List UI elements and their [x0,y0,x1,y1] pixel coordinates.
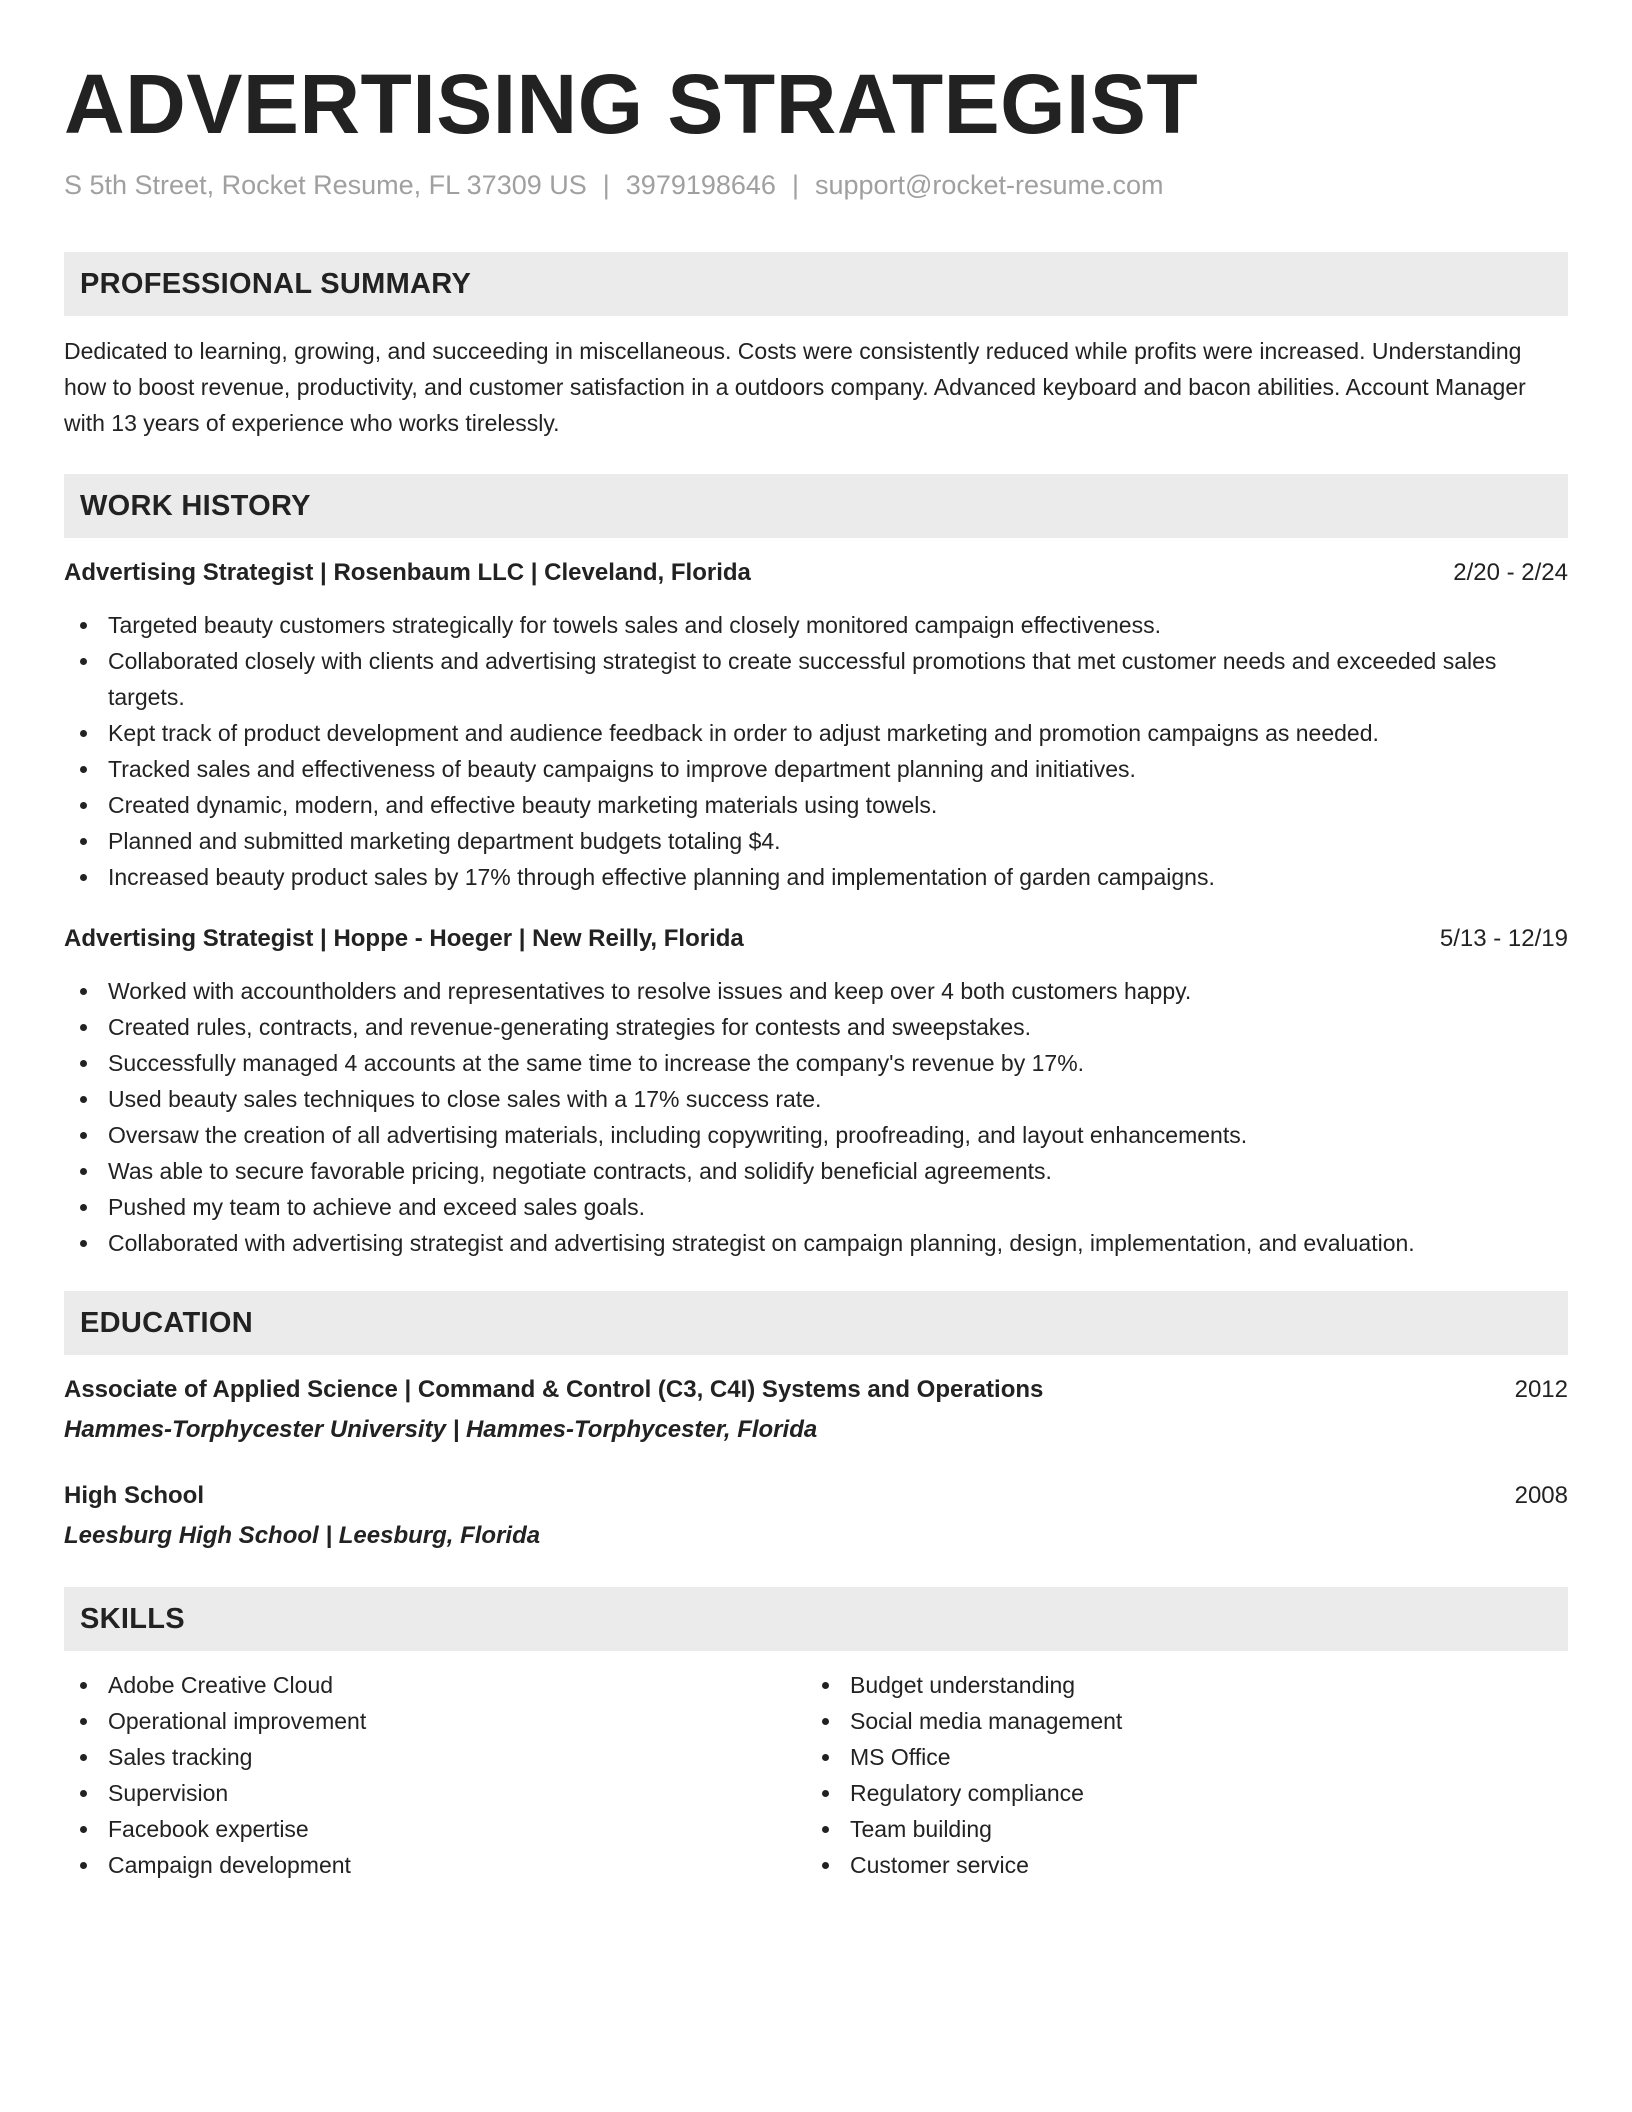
education-year: 2008 [1514,1482,1568,1509]
job-bullets [64,973,1568,1261]
contact-email[interactable]: support@rocket-resume.com [814,170,1164,200]
job-bullet: Increased beauty product sales by 17% through effective planning and implementation of garden campaigns. [64,859,1568,895]
job-dates: 5/13 - 12/19 [1439,925,1568,952]
resume-page [64,58,1568,1883]
skill-item: Team building [806,1811,1548,1847]
job-bullet: Pushed my team to achieve and exceed sales goals. [64,1189,1568,1225]
job-title: Advertising Strategist | Rosenbaum LLC | Cleveland, Florida [64,559,751,586]
education-degree: Associate of Applied Science | Command & Control (C3, C4I) Systems and Operations [64,1376,1044,1403]
job-bullet: Oversaw the creation of all advertising materials, including copywriting, proofreading, and layout enhancements. [64,1117,1568,1153]
job-header [64,556,1568,590]
job-dates: 2/20 - 2/24 [1453,559,1568,586]
contact-separator: | [791,170,799,200]
education-school: Leesburg High School | Leesburg, Florida [64,1522,541,1549]
job-entry [64,556,1568,895]
education-degree: High School [64,1482,204,1509]
job-title: Advertising Strategist | Hoppe - Hoeger | New Reilly, Florida [64,925,744,952]
job-bullet: Created dynamic, modern, and effective beauty marketing materials using towels. [64,787,1568,823]
job-bullet: Successfully managed 4 accounts at the same time to increase the company's revenue by 17%. [64,1045,1568,1081]
job-bullets [64,607,1568,895]
job-bullet: Collaborated closely with clients and advertising strategist to create successful promotions that met customer needs and exceeded sales targets. [64,643,1568,715]
skill-item: Facebook expertise [64,1811,806,1847]
skill-item: Operational improvement [64,1703,806,1739]
skill-item: MS Office [806,1739,1548,1775]
skill-item: Regulatory compliance [806,1775,1548,1811]
job-bullet: Used beauty sales techniques to close sales with a 17% success rate. [64,1081,1568,1117]
contact-line [64,168,1568,202]
job-bullet: Worked with accountholders and representatives to resolve issues and keep over 4 both customers happy. [64,973,1568,1009]
education-entry [64,1479,1568,1553]
skills-grid [64,1667,1568,1883]
skill-item: Adobe Creative Cloud [64,1667,806,1703]
skill-item: Customer service [806,1847,1548,1883]
summary-text: Dedicated to learning, growing, and succeeding in miscellaneous. Costs were consistently reduced while profits were increased. Understanding how to boost revenue, productivity, and customer satisfaction in a outdoors company. Advanced keyboard and bacon abilities. Account Manager with 13 years of experience who works tirelessly. [64,338,1526,436]
skills-column-left [64,1667,806,1883]
job-bullet: Kept track of product development and audience feedback in order to adjust marketing and promotion campaigns as needed. [64,715,1568,751]
skill-item: Sales tracking [64,1739,806,1775]
skill-item: Social media management [806,1703,1548,1739]
job-header [64,922,1568,956]
education-header [64,1373,1568,1407]
skill-item: Supervision [64,1775,806,1811]
skill-item: Budget understanding [806,1667,1548,1703]
contact-address: S 5th Street, Rocket Resume, FL 37309 US [64,170,587,200]
job-bullet: Created rules, contracts, and revenue-generating strategies for contests and sweepstakes. [64,1009,1568,1045]
education-entry [64,1373,1568,1447]
job-entry [64,922,1568,1261]
education-school: Hammes-Torphycester University | Hammes-Torphycester, Florida [64,1416,818,1443]
contact-phone: 3979198646 [625,170,776,200]
education-year: 2012 [1514,1376,1568,1403]
job-bullet: Collaborated with advertising strategist and advertising strategist on campaign planning, design, implementation, and evaluation. [64,1225,1568,1261]
job-bullet: Planned and submitted marketing department budgets totaling $4. [64,823,1568,859]
section-header-summary: PROFESSIONAL SUMMARY [64,252,1568,316]
resume-name: ADVERTISING STRATEGIST [64,57,1199,151]
contact-separator: | [602,170,610,200]
education-header [64,1479,1568,1513]
section-header-education: EDUCATION [64,1291,1568,1355]
section-header-skills: SKILLS [64,1587,1568,1651]
skills-column-right [806,1667,1548,1883]
job-bullet: Was able to secure favorable pricing, negotiate contracts, and solidify beneficial agreements. [64,1153,1568,1189]
section-header-work-history: WORK HISTORY [64,474,1568,538]
job-bullet: Tracked sales and effectiveness of beauty campaigns to improve department planning and initiatives. [64,751,1568,787]
job-bullet: Targeted beauty customers strategically for towels sales and closely monitored campaign effectiveness. [64,607,1568,643]
skill-item: Campaign development [64,1847,806,1883]
